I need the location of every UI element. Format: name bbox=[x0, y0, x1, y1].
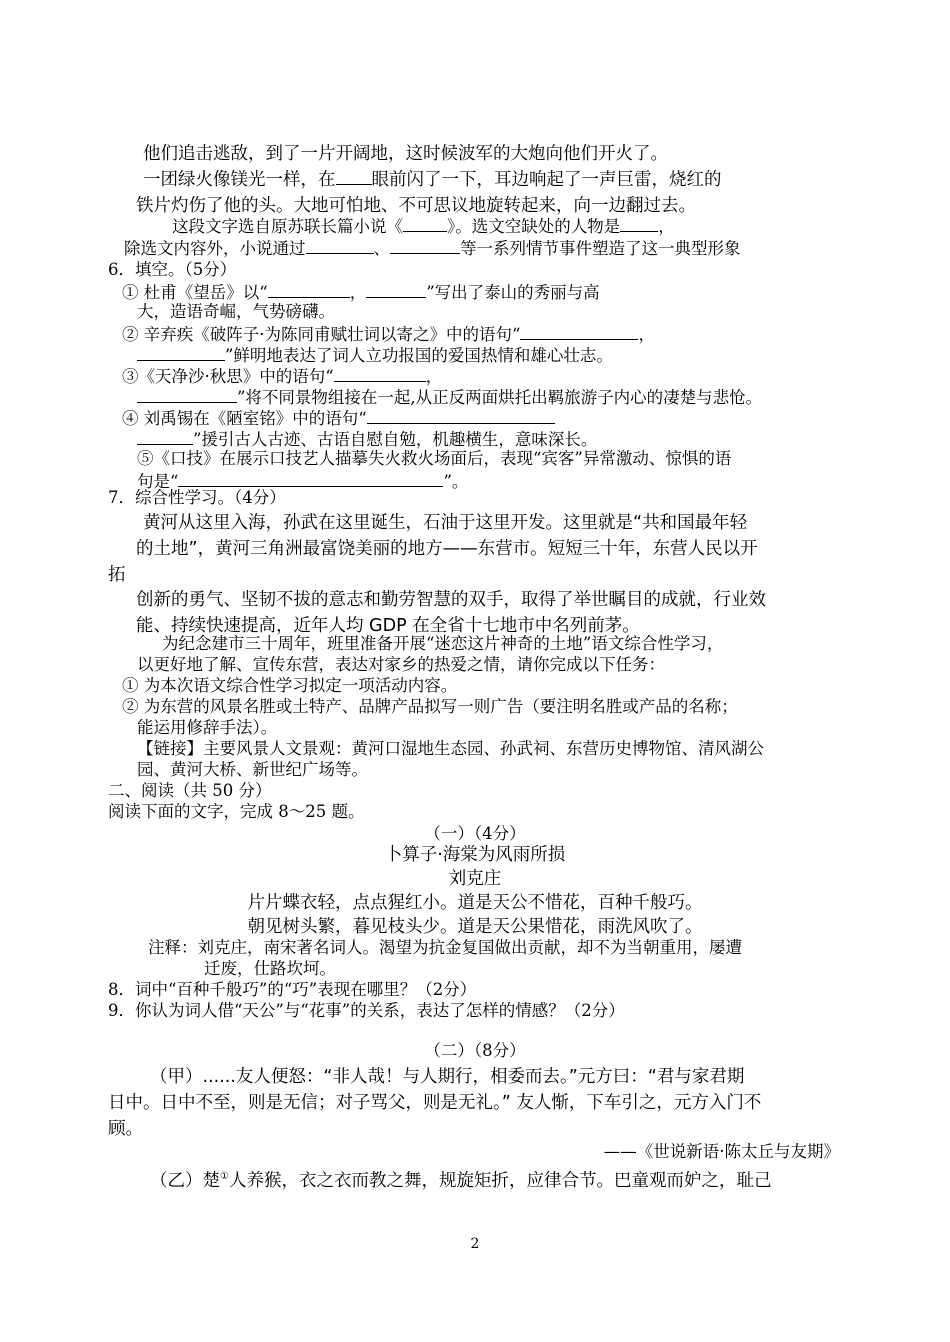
q5-text-a: 这段文字选自原苏联长篇小说《 bbox=[172, 217, 403, 236]
q6-text: 句是“ bbox=[137, 472, 179, 491]
q6-text: ， bbox=[349, 283, 367, 302]
section-2-title: 二、阅读（共 50 分） bbox=[108, 781, 272, 800]
poem-note: 注释：刘克庄，南宋著名词人。渴望为抗金复国做出贡献，却不为当朝重用，屡遭 bbox=[148, 938, 742, 957]
q7-para-2: 的土地”，黄河三角洲最富饶美丽的地方——东营市。短短三十年，东营人民以开 bbox=[136, 539, 758, 559]
q6-text: ”写出了泰山的秀丽与高 bbox=[426, 283, 600, 302]
poem-line-1: 片片蝶衣轻，点点猩红小。道是天公不惜花，百种千般巧。 bbox=[247, 893, 703, 913]
blank-field[interactable] bbox=[137, 427, 193, 445]
jia-line-1: （甲）......友人便怒：“非人哉！与人期行，相委而去。”元方曰：“君与家君期 bbox=[150, 1067, 745, 1087]
q7-task-2-cont: 能运用修辞手法）。 bbox=[137, 718, 278, 737]
footnote-marker: ① bbox=[220, 1171, 229, 1182]
q7-link-cont: 园、黄河大桥、新世纪广场等。 bbox=[137, 760, 368, 779]
blank-field[interactable] bbox=[336, 167, 372, 185]
q5-text-2b: 、 bbox=[373, 239, 390, 258]
blank-field[interactable] bbox=[306, 236, 374, 254]
q5-line-1 bbox=[172, 214, 675, 238]
q5-line-2 bbox=[124, 236, 741, 260]
jia-line-3: 顾。 bbox=[108, 1119, 143, 1139]
q6-title: 6．填空。（5分） bbox=[108, 260, 237, 279]
blank-field[interactable] bbox=[390, 236, 460, 254]
blank-field[interactable] bbox=[137, 385, 237, 403]
passage-line-2a: 一团绿火像镁光一样，在 bbox=[143, 170, 336, 190]
q7-link: 【链接】主要风景人文景观：黄河口湿地生态园、孙武祠、东营历史博物馆、清风湖公 bbox=[137, 739, 764, 758]
blank-field[interactable] bbox=[366, 280, 426, 298]
q6-text: ”鲜明地表达了词人立功报国的爱国热情和雄心壮志。 bbox=[225, 346, 613, 365]
q6-text: ”。 bbox=[443, 472, 469, 491]
q6-text: ， bbox=[425, 367, 443, 386]
blank-field[interactable] bbox=[268, 280, 350, 298]
q7-task-1: ① 为本次语文综合性学习拟定一项活动内容。 bbox=[122, 676, 458, 695]
q7-para-3: 拓 bbox=[108, 565, 126, 585]
section-2-instruction: 阅读下面的文字，完成 8～25 题。 bbox=[108, 802, 365, 821]
q7-para-4: 创新的勇气、坚韧不拔的意志和勤劳智慧的双手，取得了举世瞩目的成就，行业效 bbox=[136, 590, 766, 610]
jia-source: ——《世说新语·陈太丘与友期》 bbox=[603, 1142, 840, 1161]
passage-line-2 bbox=[143, 167, 722, 193]
q5-text-2a: 除选文内容外，小说通过 bbox=[124, 239, 306, 258]
q6-text: ， bbox=[638, 325, 655, 344]
q6-text: ”将不同景物组接在一起,从正反两面烘托出羁旅游子内心的凄楚与悲怆。 bbox=[237, 388, 763, 407]
q7-task-2: ② 为东营的风景名胜或土特产、品牌产品拟写一则广告（要注明名胜或产品的名称； bbox=[122, 697, 738, 716]
poem-note-cont: 迁废，仕路坎坷。 bbox=[204, 959, 336, 978]
q7-title: 7．综合性学习。（4分） bbox=[108, 488, 286, 507]
q7-para-1: 黄河从这里入海，孙武在这里诞生，石油于这里开发。这里就是“共和国最年轻 bbox=[143, 513, 748, 533]
q7-para-6: 为纪念建市三十周年，班里准备开展“迷恋这片神奇的土地”语文综合性学习， bbox=[162, 634, 724, 653]
q7-para-5: 能、持续快速提高，近年人均 GDP 在全省十七地市中名列前茅。 bbox=[136, 616, 640, 636]
blank-field[interactable] bbox=[520, 322, 638, 340]
poem-title: 卜算子·海棠为风雨所损 bbox=[384, 845, 566, 865]
blank-field[interactable] bbox=[178, 469, 443, 487]
q5-text-2c: 等一系列情节事件塑造了这一典型形象 bbox=[460, 239, 741, 258]
q5-text-b: 》。选文空缺处的人物是 bbox=[447, 217, 621, 236]
q6-text: ④ 刘禹锡在《陋室铭》中的语句“ bbox=[122, 409, 367, 428]
yi-text: （乙）楚 bbox=[150, 1170, 220, 1191]
blank-field[interactable] bbox=[620, 214, 658, 232]
part-1-heading: （一）（4分） bbox=[424, 824, 526, 843]
blank-field[interactable] bbox=[137, 343, 225, 361]
blank-field[interactable] bbox=[334, 364, 426, 382]
q6-text: ③《天净沙·秋思》中的语句“ bbox=[122, 367, 334, 386]
part-2-heading: （二）（8分） bbox=[424, 1041, 526, 1060]
poem-author: 刘克庄 bbox=[448, 869, 502, 889]
poem-line-2: 朝见树头繁，暮见枝头少。道是天公果惜花，雨洗风吹了。 bbox=[247, 917, 703, 937]
yi-line-1 bbox=[150, 1164, 771, 1194]
passage-line-3: 铁片灼伤了他的头。大地可怕地、不可思议地旋转起来，向一边翻过去。 bbox=[136, 196, 696, 216]
q5-text-c: ， bbox=[658, 217, 675, 236]
question-8: 8．词中“百种千般巧”的“巧”表现在哪里？（2分） bbox=[108, 980, 477, 999]
page-number: 2 bbox=[470, 1236, 480, 1252]
q6-item-5: ⑤《口技》在展示口技艺人描摹失火救火场面后，表现“宾客”异常激动、惊惧的语 bbox=[137, 449, 732, 468]
q6-item-1-cont: 大，造语奇崛，气势磅礴。 bbox=[137, 302, 335, 321]
blank-field[interactable] bbox=[367, 406, 555, 424]
q7-para-7: 以更好地了解、宣传东营，表达对家乡的热爱之情，请你完成以下任务： bbox=[137, 655, 665, 674]
question-9: 9．你认为词人借“天公”与“花事”的关系，表达了怎样的情感？（2分） bbox=[108, 1001, 625, 1020]
passage-line-2b: 眼前闪了一下，耳边响起了一声巨雷，烧红的 bbox=[371, 170, 722, 190]
jia-line-2: 日中。日中不至，则是无信；对子骂父，则是无礼。” 友人惭，下车引之，元方入门不 bbox=[108, 1093, 762, 1113]
blank-field[interactable] bbox=[403, 214, 447, 232]
q6-text: ① 杜甫《望岳》以“ bbox=[122, 283, 268, 302]
q6-text: ”援引古人古迹、古语自慰自勉，机趣横生，意味深长。 bbox=[193, 430, 598, 449]
passage-line-1: 他们追击逃敌，到了一片开阔地，这时候波军的大炮向他们开火了。 bbox=[143, 144, 668, 164]
yi-text: 人养猴，衣之衣而教之舞，规旋矩折，应律合节。巴童观而妒之，耻己 bbox=[228, 1170, 772, 1191]
q6-text: ② 辛弃疾《破阵子·为陈同甫赋壮词以寄之》中的语句“ bbox=[122, 325, 521, 344]
